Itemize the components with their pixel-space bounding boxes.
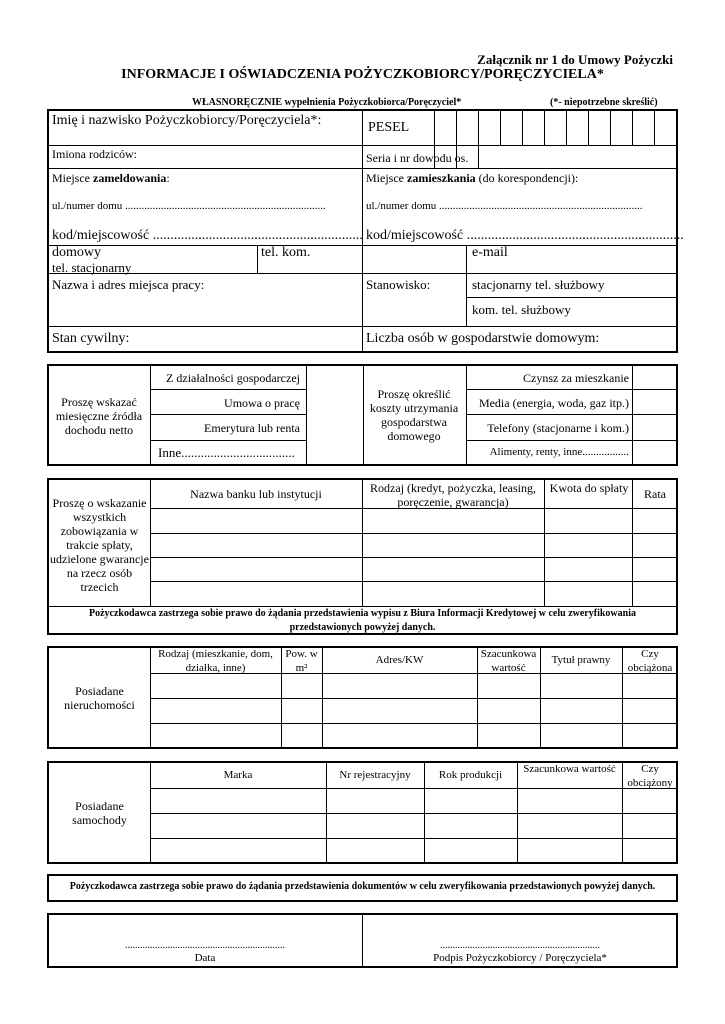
income-source-employment: Umowa o pracę bbox=[224, 396, 300, 410]
position-label: Stanowisko: bbox=[366, 277, 431, 292]
email-label: e-mail bbox=[472, 245, 508, 260]
cars-label: Posiadane samochody bbox=[72, 799, 127, 827]
col-production-year: Rok produkcji bbox=[438, 769, 503, 781]
signature-label: Podpis Pożyczkobiorcy / Poręczyciela* bbox=[433, 952, 607, 964]
col-property-value: Szacunkowa wartość bbox=[480, 648, 537, 674]
col-registration: Nr rejestracyjny bbox=[339, 769, 411, 781]
household-size-label: Liczba osób w gospodarstwie domowym: bbox=[366, 331, 600, 346]
col-car-encumbered: Czy obciążony bbox=[627, 763, 673, 789]
residence-address-label: Miejsce zamieszkania (do korespondencji): bbox=[366, 171, 579, 185]
cost-phones: Telefony (stacjonarne i kom.) bbox=[487, 421, 629, 435]
liabilities-label: Proszę o wskazanie wszystkich zobowiązania w trakcie spłaty, udzielone gwarancje na rzecz osób trzecich bbox=[50, 496, 149, 594]
col-property-type: Rodzaj (mieszkanie, dom, działka, inne) bbox=[158, 648, 273, 674]
page-title: INFORMACJE I OŚWIADCZENIA POŻYCZKOBIORCY/PORĘCZYCIELA* bbox=[121, 67, 604, 82]
handwritten-note: WŁASNORĘCZNIE wypełnienia Pożyczkobiorca/Poręczyciel* bbox=[192, 97, 462, 108]
employer-label: Nazwa i adres miejsca pracy: bbox=[52, 277, 205, 292]
col-address: Adres/KW bbox=[375, 654, 424, 666]
signature-dots[interactable]: ................................................................ bbox=[440, 940, 600, 951]
work-mobile-label: kom. tel. służbowy bbox=[472, 302, 571, 317]
income-source-other[interactable]: Inne................................... bbox=[158, 445, 295, 460]
col-property-encumbered: Czy obciążona bbox=[627, 648, 673, 674]
col-amount-due: Kwota do spłaty bbox=[549, 481, 629, 495]
street-field-left[interactable]: ul./numer domu ......................................................................... bbox=[52, 200, 326, 212]
marital-status-label: Stan cywilny: bbox=[52, 331, 130, 346]
bik-note: Pożyczkodawca zastrzega sobie prawo do żądania przedstawienia wypisu z Biura Informacji Kredytowej w celu zweryfikowania przedstawionych powyżej danych. bbox=[89, 608, 636, 633]
col-car-value: Szacunkowa wartość bbox=[523, 763, 616, 775]
col-car-make: Marka bbox=[223, 769, 253, 781]
cost-rent: Czynsz za mieszkanie bbox=[523, 371, 629, 385]
annex-label: Załącznik nr 1 do Umowy Pożyczki bbox=[477, 52, 673, 67]
property-label: Posiadane nieruchomości bbox=[64, 684, 135, 712]
city-field-right[interactable]: kod/miejscowość .............................................................. bbox=[366, 228, 684, 243]
name-label: Imię i nazwisko Pożyczkobiorcy/Poręczyciela*: bbox=[52, 113, 322, 128]
col-legal-title: Tytuł prawny bbox=[551, 654, 611, 666]
phone-home-label: domowy bbox=[52, 245, 101, 260]
pesel-label: PESEL bbox=[368, 120, 410, 135]
date-dots[interactable]: ................................................................ bbox=[125, 940, 285, 951]
date-label: Data bbox=[194, 952, 216, 964]
street-field-right[interactable]: ul./numer domu .......................................................................... bbox=[366, 200, 643, 212]
col-liability-type: Rodzaj (kredyt, pożyczka, leasing, poręczenie, gwarancja) bbox=[370, 481, 536, 509]
city-field-left[interactable]: kod/miejscowość ............................................................ bbox=[52, 228, 363, 243]
income-source-business: Z działalności gospodarczej bbox=[166, 371, 300, 385]
phone-landline-label: tel. stacjonarny bbox=[52, 260, 132, 275]
documents-note: Pożyczkodawca zastrzega sobie prawo do żądania przedstawienia dokumentów w celu zweryfikowania przedstawionych powyżej danych. bbox=[69, 881, 656, 892]
work-landline-label: stacjonarny tel. służbowy bbox=[472, 277, 605, 292]
income-label: Proszę wskazać miesięczne źródła dochodu netto bbox=[55, 395, 143, 437]
strike-note: (*- niepotrzebne skreślić) bbox=[550, 97, 658, 108]
col-bank-name: Nazwa banku lub instytucji bbox=[190, 487, 322, 501]
col-installment: Rata bbox=[644, 487, 666, 501]
col-area: Pow. w m² bbox=[285, 648, 318, 674]
cost-alimony-other[interactable]: Alimenty, renty, inne................. bbox=[489, 446, 629, 458]
id-document-label: Seria i nr dowodu os. bbox=[366, 151, 469, 165]
cost-utilities: Media (energia, woda, gaz itp.) bbox=[478, 396, 629, 410]
income-source-pension: Emerytura lub renta bbox=[204, 421, 300, 435]
phone-mobile-label: tel. kom. bbox=[261, 245, 311, 260]
parents-label: Imiona rodziców: bbox=[52, 147, 137, 161]
registered-address-label: Miejsce zameldowania: bbox=[52, 171, 170, 185]
costs-label: Proszę określić koszty utrzymania gospodarstwa domowego bbox=[369, 387, 459, 443]
